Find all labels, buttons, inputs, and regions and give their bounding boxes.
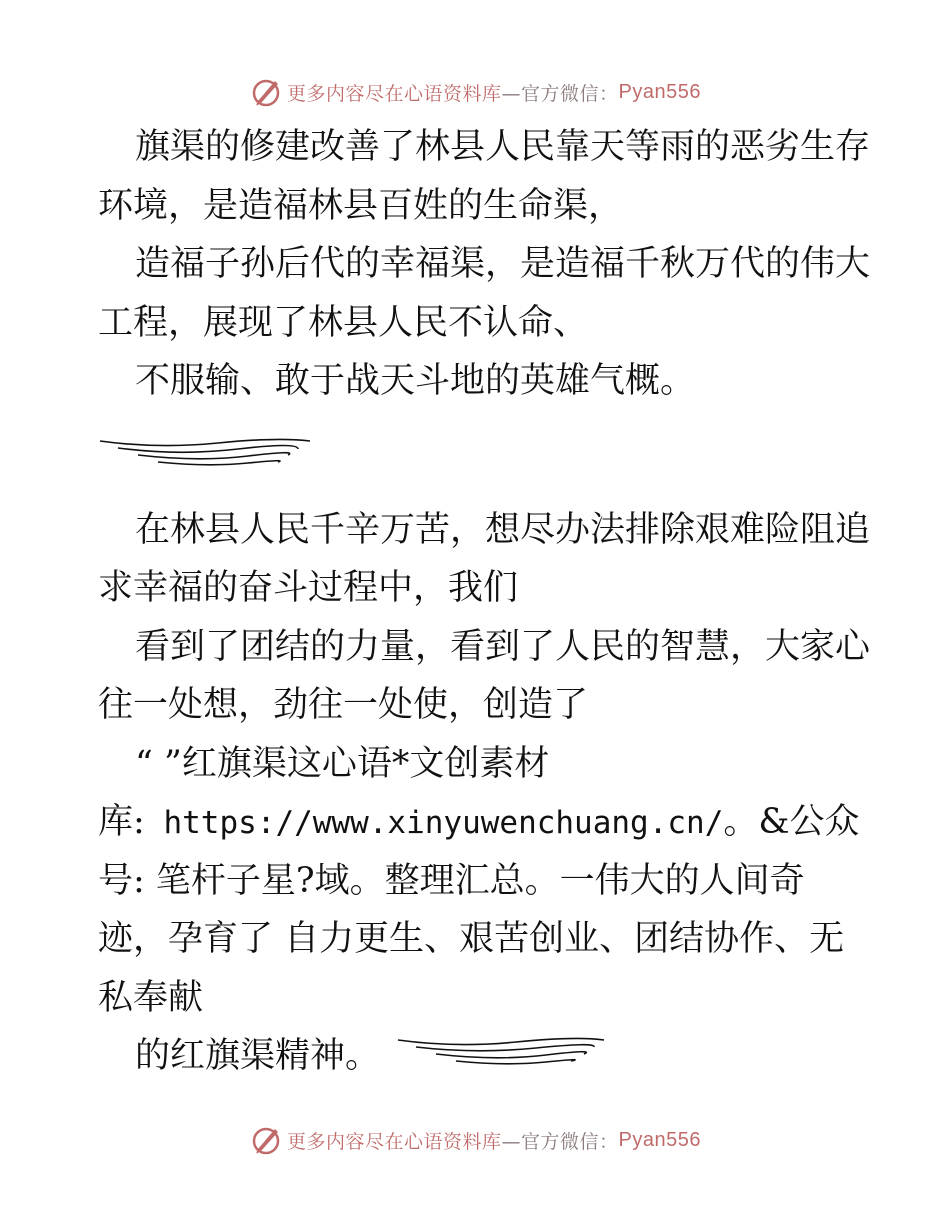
paragraph-line: 私奉献 (98, 977, 204, 1018)
wavy-lines-divider-icon (98, 433, 313, 473)
watermark-separator: —官方微信： (501, 1130, 619, 1153)
section-divider (98, 411, 858, 501)
watermark-text: 更多内容尽在心语资料库 (287, 82, 502, 105)
paragraph-line: “ ”红旗渠这心语*文创素材 (135, 743, 550, 784)
closing-text: 的红旗渠精神。 (135, 1036, 381, 1076)
quill-pen-logo-icon (249, 1123, 283, 1157)
paragraph-line-url (98, 793, 858, 852)
url-prefix: 库: (98, 802, 145, 842)
watermark-wechat-id: Pyan556 (618, 80, 701, 103)
paragraph-line: 旗渠的修建改善了林县人民靠天等雨的恶劣生存 (135, 127, 871, 167)
paragraph-line: 在林县人民千辛万苦，想尽办法排除艰难险阻追 (135, 509, 871, 550)
watermark-separator: —官方微信： (501, 82, 619, 105)
paragraph-line: 求幸福的奋斗过程中，我们 (98, 568, 519, 608)
url-suffix: 。&公众 (723, 802, 860, 842)
paragraph-line: 迹，孕育了 自力更生、艰苦创业、团结协作、无 (98, 919, 845, 959)
paragraph-line-final (98, 1027, 858, 1086)
watermark-banner-bottom (0, 1120, 950, 1160)
paragraph-line: 看到了团结的力量，看到了人民的智慧，大家心 (135, 626, 871, 667)
paragraph-line: 往一处想，劲往一处使，创造了 (98, 685, 589, 725)
paragraph-line: 不服输、敢于战天斗地的英雄气概。 (135, 361, 696, 401)
paragraph-line: 工程，展现了林县人民不认命、 (98, 302, 589, 343)
paragraph-line: 号: 笔杆子星?域。整理汇总。一伟大的人间奇 (98, 860, 805, 901)
watermark-text: 更多内容尽在心语资料库 (287, 1130, 502, 1153)
website-url: https://www.xinyuwenchuang.cn/ (144, 805, 724, 841)
paragraph-line: 环境，是造福林县百姓的生命渠， (98, 185, 624, 226)
document-body (98, 118, 871, 1086)
watermark-wechat-id: Pyan556 (618, 1128, 701, 1151)
wavy-lines-decoration-icon (396, 1034, 606, 1070)
watermark-banner-top (0, 72, 950, 112)
quill-pen-logo-icon (249, 75, 283, 109)
paragraph-line: 造福子孙后代的幸福渠，是造福千秋万代的伟大 (135, 244, 871, 284)
